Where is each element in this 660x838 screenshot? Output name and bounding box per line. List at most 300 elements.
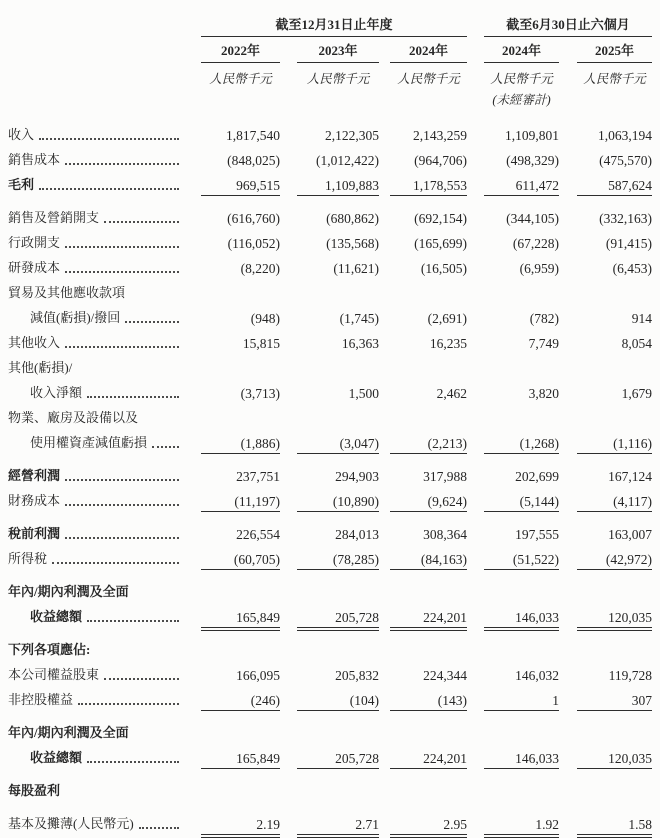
cell-value: 7,749 [528,335,559,351]
row-label [8,204,193,229]
row-label-line [8,487,193,512]
row-label [8,578,193,628]
value-cell [559,329,652,354]
value-cell [193,229,280,254]
row-label-text: 貿易及其他應收款項 [8,285,126,301]
dot-leader [65,271,179,273]
cell-value: 2,122,305 [325,127,379,143]
cell-value: (2,213) [390,429,467,454]
value-cell [280,171,379,196]
cell-value: (9,624) [390,487,467,512]
value-cell [559,603,652,628]
cell-value: 226,554 [236,526,280,542]
row-label-text: 行政開支 [8,235,61,251]
value-cell [280,229,379,254]
dot-leader [65,479,179,481]
value-cell [467,146,559,171]
header-year-row [8,37,653,63]
table-row [8,171,653,196]
table-row [8,545,653,570]
value-cell [379,545,467,570]
value-cell [559,686,652,711]
row-label [8,171,193,196]
value-cell [193,744,280,769]
cell-value: (10,890) [297,487,379,512]
cell-value: (948) [250,310,280,326]
value-cell [379,379,467,404]
table-row [8,229,653,254]
value-cell [193,254,280,279]
cell-value: 294,903 [335,468,379,484]
row-label [8,254,193,279]
cell-value: (16,505) [420,260,467,276]
value-cell [193,171,280,196]
row-label-line [8,171,193,196]
value-cell [467,229,559,254]
dot-leader [139,827,179,829]
row-label-text: 收入淨額 [30,385,83,401]
value-cell [379,603,467,628]
dot-leader [65,246,179,248]
value-cell [193,304,280,329]
cell-value: (135,568) [326,235,379,251]
row-label-line [8,121,193,146]
cell-value: (246) [201,686,280,711]
row-label-line [8,304,193,329]
cell-value: 197,555 [515,526,559,542]
value-cell [193,379,280,404]
value-cell [280,603,379,628]
value-cell [559,121,652,146]
value-cell [559,146,652,171]
value-cell [280,545,379,570]
value-cell [193,429,280,454]
value-cell [467,661,559,686]
value-cell [559,545,652,570]
cell-value: 120,035 [577,603,652,628]
table-row [8,810,653,835]
table-row [8,121,653,146]
row-label [8,462,193,487]
row-label-text: 研發成本 [8,260,61,276]
value-cell [467,487,559,512]
value-cell [379,686,467,711]
table-row [8,661,653,686]
value-cell [467,429,559,454]
value-cell [467,545,559,570]
cell-value: 8,054 [621,335,652,351]
table-row [8,329,653,354]
row-label-text: 收益總額 [30,750,83,766]
value-cell [559,204,652,229]
row-label [8,520,193,545]
dot-leader [65,163,179,165]
cell-value: 2,462 [436,385,467,401]
dot-leader [65,346,179,348]
cell-value: (2,691) [427,310,467,326]
row-label-line [8,462,193,487]
row-label-line [8,520,193,545]
row-label-text: 收入 [8,127,35,143]
row-label [8,354,193,404]
header-group-annual [193,18,467,37]
cell-value: (91,415) [605,235,652,251]
value-cell [559,661,652,686]
dot-leader [104,221,179,223]
value-cell [559,171,652,196]
row-label-text: 收益總額 [30,609,83,625]
cell-value: 16,363 [341,335,379,351]
value-cell [193,121,280,146]
year-label-2024-interim: 2024年 [484,44,559,63]
dot-leader [39,188,179,190]
value-cell [193,462,280,487]
value-cell [280,686,379,711]
value-cell [193,545,280,570]
row-label [8,404,193,454]
value-cell [280,661,379,686]
cell-value: (964,706) [414,152,467,168]
value-cell [280,254,379,279]
cell-value: 914 [631,310,652,326]
cell-value: (692,154) [414,210,467,226]
row-label-text: 每股盈利 [8,783,61,799]
header-group-interim-title: 截至6月30日止六個月 [484,18,652,37]
header-group-annual-title: 截至12月31日止年度 [201,18,467,37]
cell-value: (680,862) [326,210,379,226]
row-label [8,810,193,835]
cell-value: 1,679 [621,385,652,401]
value-cell [559,254,652,279]
cell-value: 166,095 [236,667,280,683]
table-row [8,146,653,171]
value-cell [193,810,280,835]
row-label-text: 年內/期內利潤及全面 [8,725,129,741]
year-label-2022: 2022年 [201,44,280,63]
year-label-2023: 2023年 [297,44,379,63]
currency-label: 人民幣千元 [397,71,460,86]
cell-value: 284,013 [335,526,379,542]
row-label [8,279,193,329]
row-label-line [8,810,193,835]
cell-value: 2.71 [297,810,379,835]
value-cell [559,744,652,769]
cell-value: 163,007 [608,526,652,542]
row-label-line [8,329,193,354]
value-cell [379,661,467,686]
row-label-text: 下列各項應佔: [8,642,91,658]
row-label-text: 本公司權益股東 [8,667,100,683]
value-cell [467,603,559,628]
dot-leader [125,321,179,323]
value-cell [467,329,559,354]
value-cell [280,146,379,171]
value-cell [379,462,467,487]
dot-leader [78,703,179,705]
cell-value: 16,235 [429,335,467,351]
cell-value: 224,201 [390,603,467,628]
row-label-text: 稅前利潤 [8,526,61,542]
cell-value: (42,972) [577,545,652,570]
cell-value: 307 [577,686,652,711]
row-label-line [8,354,193,379]
row-label [8,146,193,171]
cell-value: 308,364 [423,526,467,542]
row-label-text: 使用權資產減值虧損 [30,435,148,451]
value-cell [193,146,280,171]
cell-value: 1,063,194 [598,127,652,143]
cell-value: (848,025) [227,152,280,168]
row-label-text: 銷售及營銷開支 [8,210,100,226]
value-cell [379,146,467,171]
cell-value: 1 [484,686,559,711]
row-label-line [8,146,193,171]
cell-value: (3,713) [240,385,280,401]
row-label-line [8,404,193,429]
cell-value: 202,699 [515,468,559,484]
cell-value: 237,751 [236,468,280,484]
value-cell [193,686,280,711]
cell-value: (51,522) [484,545,559,570]
row-label-text: 基本及攤薄(人民幣元) [8,816,134,832]
cell-value: (60,705) [201,545,280,570]
value-cell [379,744,467,769]
cell-value: 167,124 [608,468,652,484]
row-label [8,121,193,146]
cell-value: (4,117) [577,487,652,512]
value-cell [379,121,467,146]
cell-value: 205,728 [297,603,379,628]
value-cell [379,810,467,835]
row-label [8,487,193,512]
row-label [8,636,193,661]
value-cell [379,254,467,279]
currency-label: 人民幣千元 [209,71,272,86]
row-label-line [8,636,193,661]
value-cell [467,121,559,146]
row-label-text: 銷售成本 [8,152,61,168]
cell-value: 224,344 [423,667,467,683]
cell-value: 2.95 [390,810,467,835]
cell-value: (616,760) [227,210,280,226]
value-cell [280,429,379,454]
value-cell [280,744,379,769]
row-label-line [8,578,193,603]
dot-leader [87,396,179,398]
cell-value: 2,143,259 [413,127,467,143]
header-group-interim [467,18,652,37]
table-row [8,204,653,229]
value-cell [559,229,652,254]
table-row [8,254,653,279]
cell-value: 224,201 [390,744,467,769]
cell-value: (11,197) [201,487,280,512]
table-row [8,578,653,628]
dot-leader [65,504,179,506]
cell-value: (3,047) [297,429,379,454]
table-row [8,404,653,454]
dot-leader [65,537,179,539]
cell-value: 15,815 [242,335,280,351]
cell-value: (104) [297,686,379,711]
table-row [8,462,653,487]
cell-value: 1,817,540 [226,127,280,143]
row-label-line [8,603,193,628]
value-cell [280,487,379,512]
value-cell [467,304,559,329]
table-row [8,777,653,802]
cell-value: 205,832 [335,667,379,683]
header-group-row [8,10,653,37]
cell-value: 1,109,883 [297,171,379,196]
dot-leader [87,761,179,763]
value-cell [559,304,652,329]
row-label-line [8,719,193,744]
dot-leader [104,678,179,680]
header-unaudited-row [8,88,653,109]
cell-value: (116,052) [227,235,280,251]
table-row [8,487,653,512]
row-label-text: 物業、廠房及設備以及 [8,410,139,426]
value-cell [193,204,280,229]
value-cell [379,171,467,196]
cell-value: (6,453) [612,260,652,276]
cell-value: (67,228) [512,235,559,251]
cell-value: 146,033 [484,603,559,628]
cell-value: (84,163) [390,545,467,570]
table-row [8,686,653,711]
cell-value: (1,886) [201,429,280,454]
row-label-text: 年內/期內利潤及全面 [8,584,129,600]
cell-value: (498,329) [506,152,559,168]
cell-value: 119,728 [608,667,652,683]
cell-value: (1,012,422) [316,152,379,168]
currency-label: 人民幣千元 [306,71,370,86]
year-label-2024: 2024年 [390,44,467,63]
row-label-text: 所得稅 [8,551,48,567]
value-cell [280,329,379,354]
cell-value: 1.58 [577,810,652,835]
value-cell [467,810,559,835]
row-label [8,329,193,354]
row-label-line [8,744,193,769]
cell-value: 146,032 [515,667,559,683]
row-label [8,229,193,254]
row-label-text: 其他(虧損)/ [8,360,73,376]
table-body [8,121,653,835]
value-cell [280,520,379,545]
cell-value: 205,728 [297,744,379,769]
table-row [8,520,653,545]
unaudited-label: (未經審計) [492,92,551,107]
value-cell [379,520,467,545]
cell-value: (8,220) [240,260,280,276]
table-header [8,10,653,109]
row-label-line [8,661,193,686]
row-label-line [8,545,193,570]
row-label [8,545,193,570]
value-cell [559,487,652,512]
value-cell [280,462,379,487]
row-label-text: 其他收入 [8,335,61,351]
cell-value: (332,163) [599,210,652,226]
cell-value: 611,472 [484,171,559,196]
value-cell [193,603,280,628]
value-cell [280,379,379,404]
cell-value: (1,116) [577,429,652,454]
cell-value: 3,820 [528,385,559,401]
cell-value: 587,624 [577,171,652,196]
cell-value: (1,745) [339,310,379,326]
currency-label: 人民幣千元 [490,71,553,86]
table-row [8,354,653,404]
row-label-line [8,229,193,254]
cell-value: (165,699) [414,235,467,251]
value-cell [280,810,379,835]
cell-value: 1,178,553 [390,171,467,196]
value-cell [467,171,559,196]
dot-leader [39,138,179,140]
table-row [8,279,653,329]
cell-value: (143) [390,686,467,711]
value-cell [379,329,467,354]
value-cell [467,254,559,279]
value-cell [467,686,559,711]
row-label-line [8,379,193,404]
cell-value: 1.92 [484,810,559,835]
value-cell [193,329,280,354]
value-cell [559,520,652,545]
value-cell [559,462,652,487]
value-cell [379,304,467,329]
dot-leader [87,620,179,622]
cell-value: (344,105) [506,210,559,226]
cell-value: 1,500 [348,385,379,401]
row-label-text: 非控股權益 [8,692,74,708]
cell-value: 2.19 [201,810,280,835]
value-cell [467,379,559,404]
cell-value: 146,033 [484,744,559,769]
cell-value: 969,515 [201,171,280,196]
value-cell [559,429,652,454]
value-cell [467,462,559,487]
value-cell [559,810,652,835]
row-label [8,719,193,769]
row-label-line [8,204,193,229]
row-label [8,661,193,686]
cell-value: (11,621) [333,260,379,276]
cell-value: 120,035 [577,744,652,769]
table-row [8,719,653,769]
row-label-text: 財務成本 [8,493,61,509]
currency-label: 人民幣千元 [583,71,646,86]
value-cell [559,379,652,404]
cell-value: 1,109,801 [505,127,559,143]
value-cell [193,661,280,686]
row-label-text: 毛利 [8,177,35,193]
header-currency-row [8,63,653,88]
cell-value: (6,959) [519,260,559,276]
cell-value: (1,268) [484,429,559,454]
dot-leader [52,562,179,564]
row-label-line [8,777,193,802]
row-label [8,777,193,802]
value-cell [379,487,467,512]
table-row [8,636,653,661]
row-label-text: 經營利潤 [8,468,61,484]
cell-value: 165,849 [201,603,280,628]
row-label-line [8,686,193,711]
